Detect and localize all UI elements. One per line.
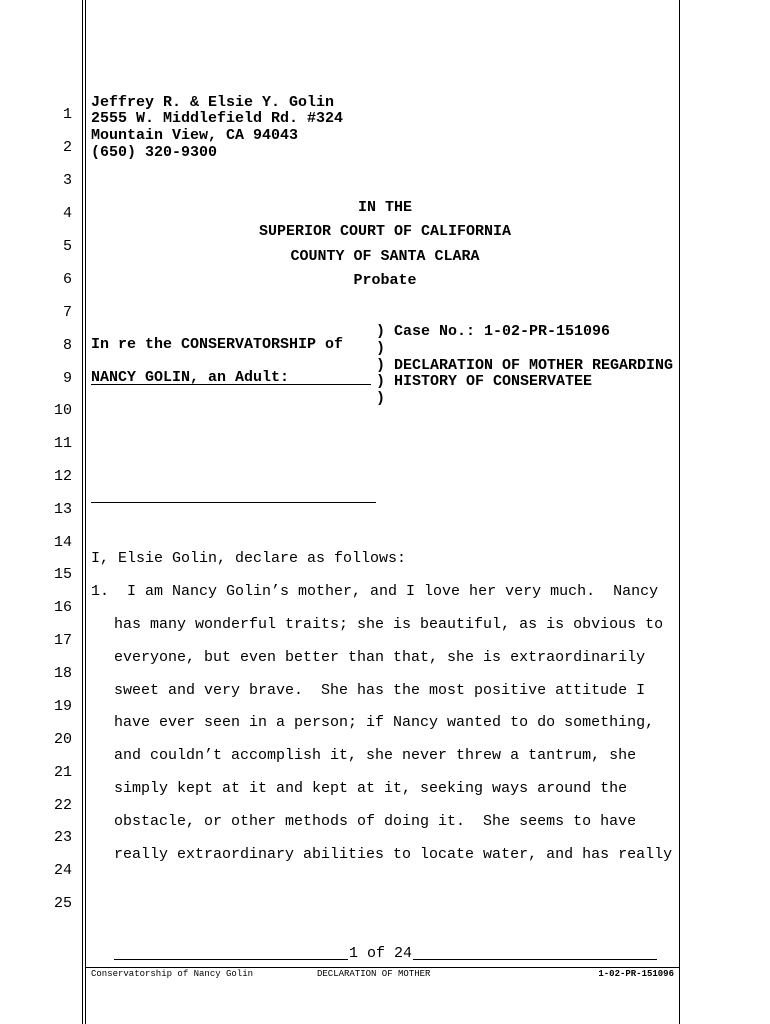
paragraph-line: obstacle, or other methods of doing it. She seems to have — [114, 813, 637, 830]
court-line-3: COUNTY OF SANTA CLARA — [290, 248, 480, 265]
right-margin-rule — [679, 0, 680, 1024]
line-number: 3 — [62, 172, 72, 189]
caption-paren: ) — [376, 357, 386, 374]
line-number: 12 — [53, 468, 72, 485]
attorney-street: 2555 W. Middlefield Rd. #324 — [91, 110, 344, 127]
footer-case-number: 1-02-PR-151096 — [598, 969, 674, 979]
footer-separator — [85, 967, 679, 968]
court-line-1: IN THE — [357, 199, 412, 216]
line-number: 14 — [53, 534, 72, 551]
caption-underline — [91, 384, 371, 385]
footer-rule-right — [413, 959, 657, 960]
line-number: 13 — [53, 501, 72, 518]
footer-rule-left — [114, 959, 348, 960]
document-title-line-1: DECLARATION OF MOTHER REGARDING — [394, 357, 674, 374]
paragraph-line: 1. I am Nancy Golin’s mother, and I love her very much. Nancy — [91, 583, 659, 600]
paragraph-line: has many wonderful traits; she is beautiful, as is obvious to — [114, 616, 664, 633]
caption-paren: ) — [376, 390, 386, 407]
court-line-4: Probate — [353, 272, 417, 289]
caption-paren: ) — [376, 373, 386, 390]
caption-in-re: In re the CONSERVATORSHIP of — [91, 336, 344, 353]
line-number: 21 — [53, 764, 72, 781]
court-line-2: SUPERIOR COURT OF CALIFORNIA — [258, 223, 512, 240]
line-number: 1 — [62, 106, 72, 123]
caption-paren: ) — [376, 340, 386, 357]
line-number: 5 — [62, 238, 72, 255]
line-number: 17 — [53, 632, 72, 649]
paragraph-line: sweet and very brave. She has the most positive attitude I — [114, 682, 646, 699]
line-number: 16 — [53, 599, 72, 616]
paragraph-line: have ever seen in a person; if Nancy wanted to do something, — [114, 714, 655, 731]
caption-party-name: NANCY GOLIN, an Adult: — [91, 369, 290, 386]
caption-bottom-rule — [91, 502, 376, 503]
line-number: 23 — [53, 829, 72, 846]
footer-case-name: Conservatorship of Nancy Golin — [91, 969, 254, 979]
paragraph-line: everyone, but even better than that, she is extraordinarily — [114, 649, 646, 666]
line-number: 6 — [62, 271, 72, 288]
line-number: 9 — [62, 370, 72, 387]
line-number: 10 — [53, 402, 72, 419]
line-number: 2 — [62, 139, 72, 156]
line-number: 18 — [53, 665, 72, 682]
attorney-city: Mountain View, CA 94043 — [91, 127, 299, 144]
line-number: 4 — [62, 205, 72, 222]
page-number: 1 of 24 — [349, 945, 413, 962]
line-number: 22 — [53, 797, 72, 814]
document-title-line-2: HISTORY OF CONSERVATEE — [394, 373, 593, 390]
left-margin-rule-outer — [82, 0, 83, 1024]
paragraph-line: simply kept at it and kept at it, seeking ways around the — [114, 780, 628, 797]
line-number: 19 — [53, 698, 72, 715]
paragraph-line: and couldn’t accomplish it, she never threw a tantrum, she — [114, 747, 637, 764]
line-number: 24 — [53, 862, 72, 879]
left-margin-rule-inner — [85, 0, 86, 1024]
attorney-phone: (650) 320-9300 — [91, 144, 218, 161]
line-number: 11 — [53, 435, 72, 452]
intro-line: I, Elsie Golin, declare as follows: — [91, 550, 407, 567]
line-number: 20 — [53, 731, 72, 748]
caption-paren: ) — [376, 323, 386, 340]
line-number: 8 — [62, 337, 72, 354]
line-number: 25 — [53, 895, 72, 912]
attorney-name: Jeffrey R. & Elsie Y. Golin — [91, 94, 335, 111]
footer-document-title: DECLARATION OF MOTHER — [317, 969, 431, 979]
line-number: 15 — [53, 566, 72, 583]
case-number: Case No.: 1-02-PR-151096 — [394, 323, 611, 340]
paragraph-line: really extraordinary abilities to locate water, and has really — [114, 846, 673, 863]
line-number: 7 — [62, 304, 72, 321]
